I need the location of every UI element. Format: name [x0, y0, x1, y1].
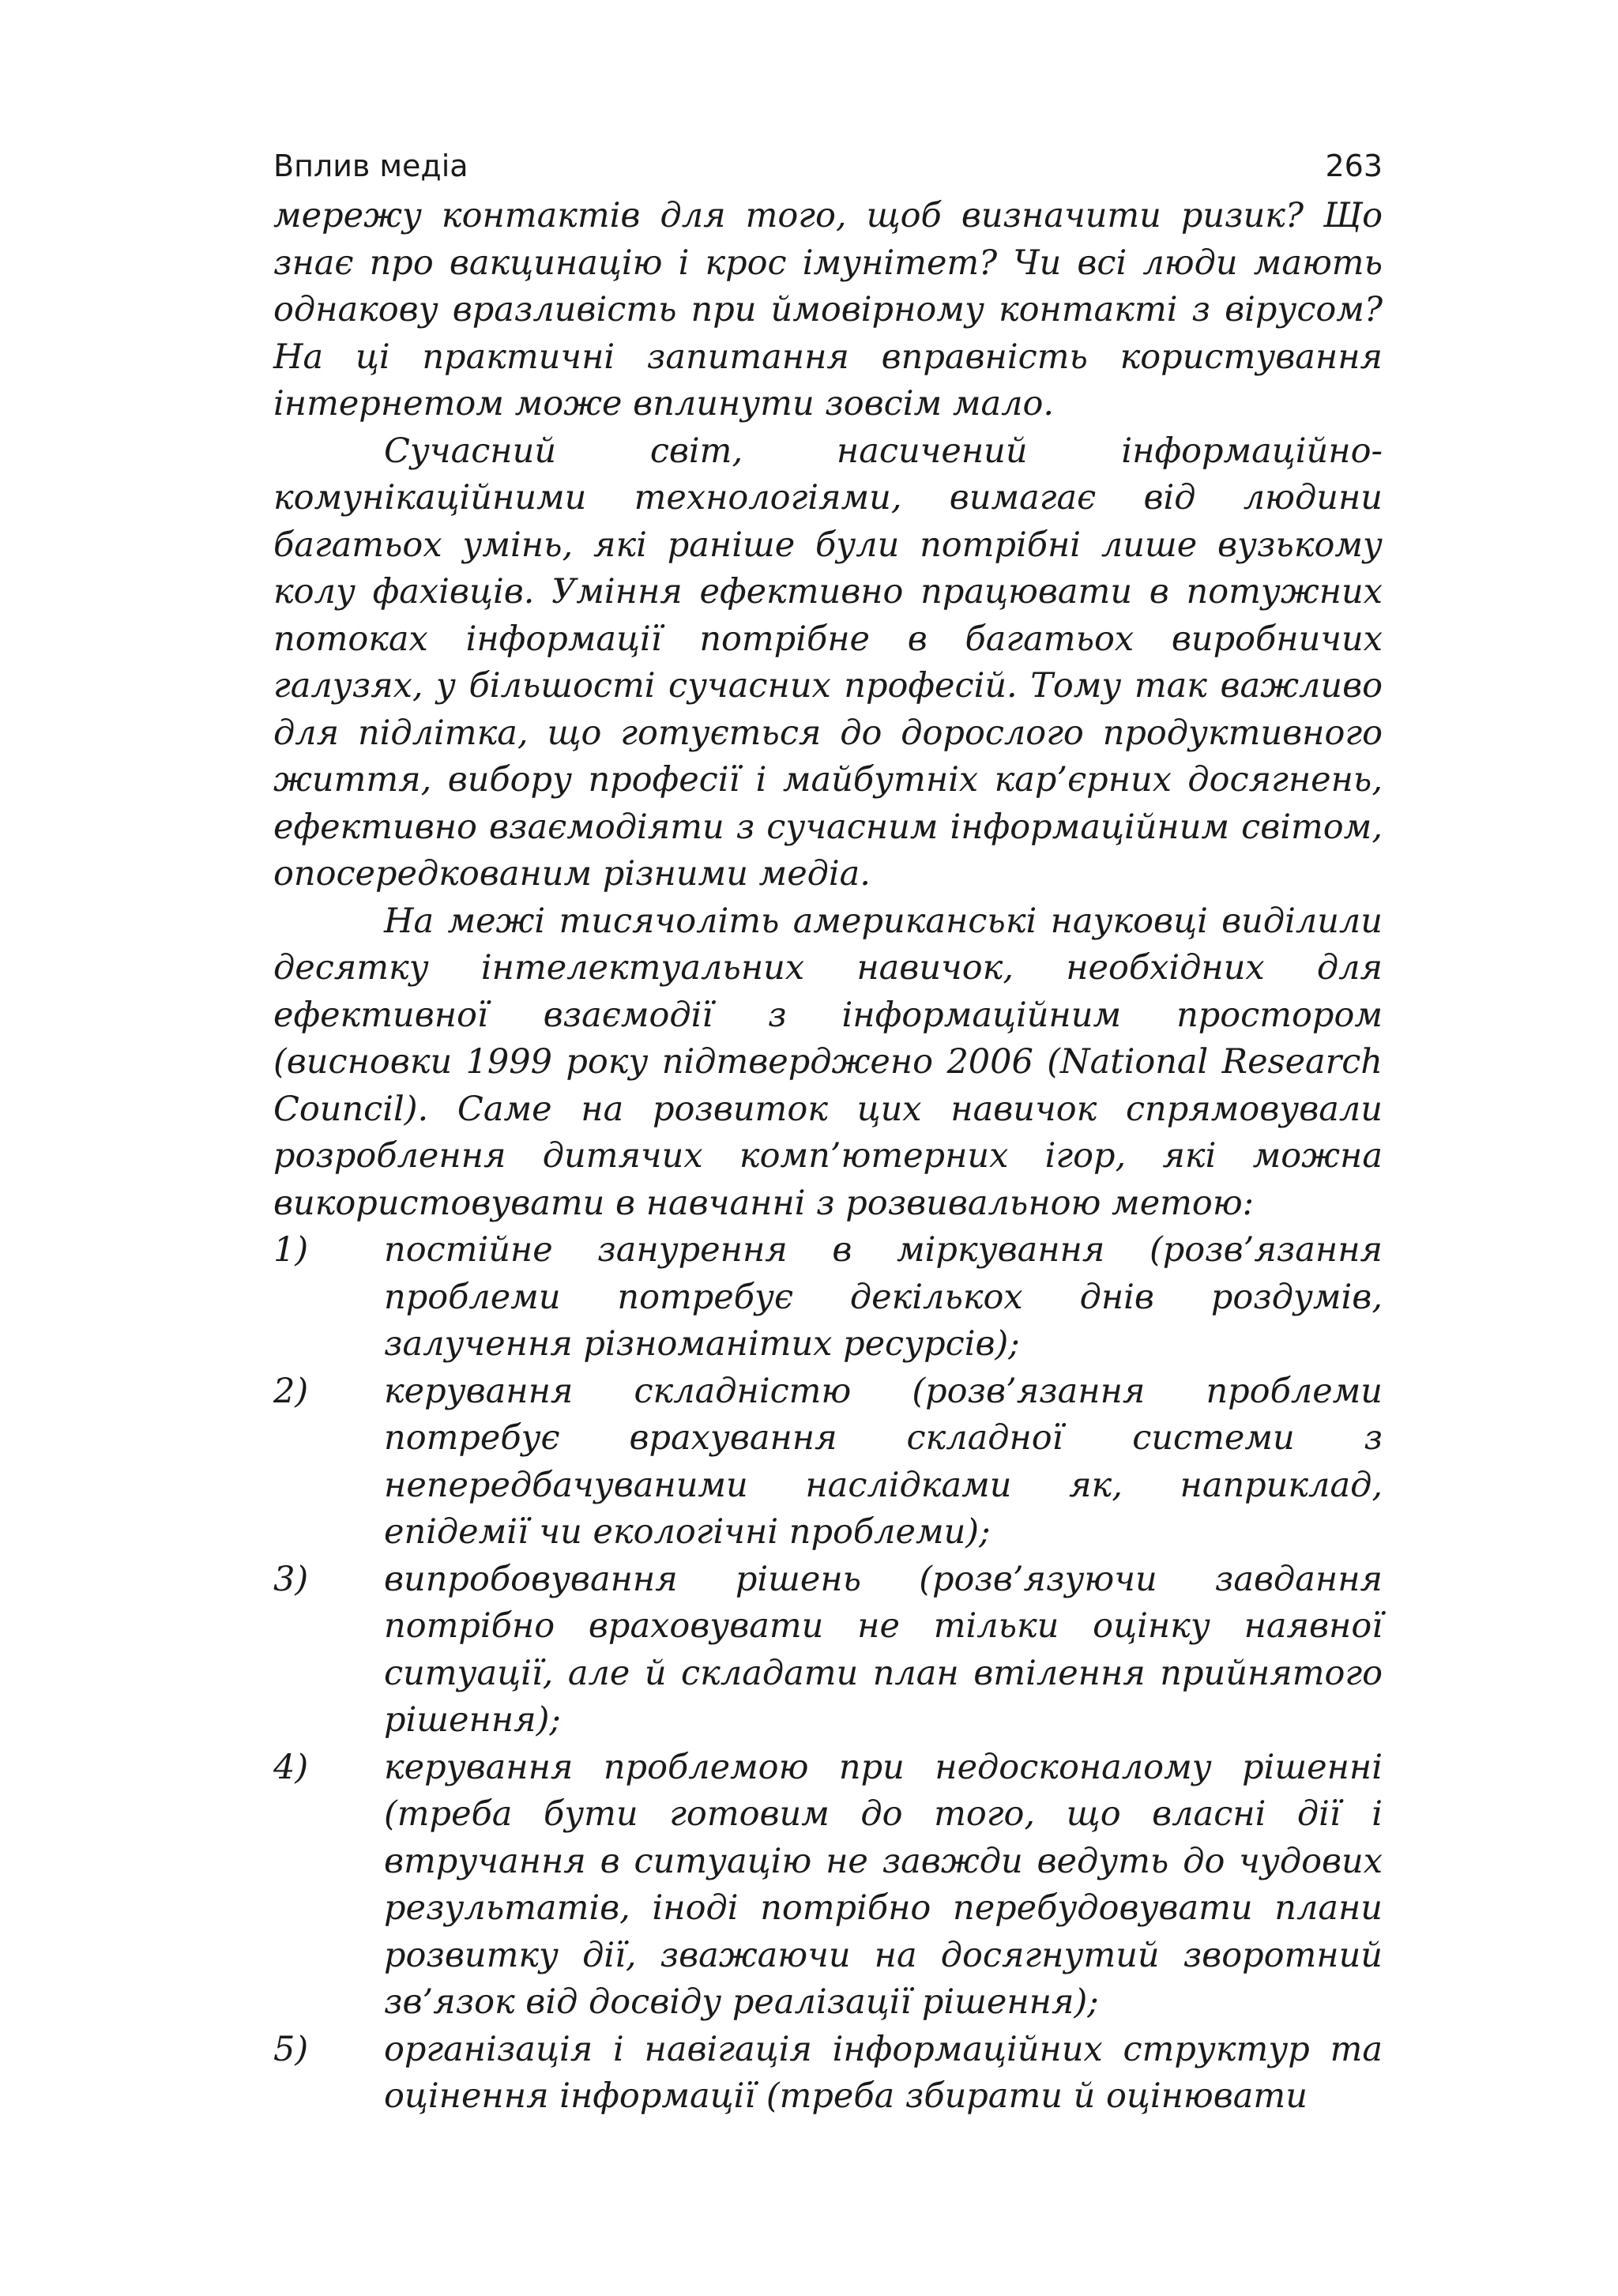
- list-item: [273, 1368, 1383, 1556]
- list-item-number: 4): [273, 1747, 309, 1787]
- book-page: [273, 142, 1383, 2121]
- list-item-number: 3): [273, 1559, 309, 1599]
- list-item: [273, 1745, 1383, 2027]
- list-item-text: організація і навігація інформаційних структур та оцінення інформації (треба збирати й оцінювати: [384, 2029, 1383, 2116]
- list-item-number: 2): [273, 1371, 309, 1411]
- list-item: [273, 1227, 1383, 1368]
- paragraph: На межі тисячоліть американські науковці виділили десятку інтелектуальних навичок, необхідних для ефективної взаємодії з інформаційним простором (висновки 1999 року підтверджено 2006 (National Research Council). Саме на розвиток цих навичок спрямовували розроблення дитячих комп’ютерних ігор, які можна використовувати в навчанні з розвивальною метою:: [273, 901, 1383, 1223]
- running-head: [273, 142, 1383, 190]
- list-item-number: 5): [273, 2029, 309, 2069]
- chapter-title: Вплив медіа: [273, 149, 468, 183]
- list-item-text: випробовування рішень (розв’язуючи завдання потрібно враховувати не тільки оцінку наявної ситуації, але й складати план втілення прийнятого рішення);: [384, 1559, 1383, 1740]
- list-item: [273, 1556, 1383, 1745]
- list-item-text: керування проблемою при недосконалому рішенні (треба бути готовим до того, що власні дії і втручання в ситуацію не завжди ведуть до чудових результатів, іноді потрібно перебудовувати плани розвитку дії, зважаючи на досягнутий зворотний зв’язок від досвіду реалізації рішення);: [384, 1747, 1383, 2022]
- page-number: 263: [1325, 149, 1383, 183]
- body-text: [273, 193, 1383, 2121]
- list-item-text: керування складністю (розв’язання проблеми потребує врахування складної системи з непередбачуваними наслідками як, наприклад, епідемії чи екологічні проблеми);: [384, 1371, 1383, 1552]
- list-item-text: постійне занурення в міркування (розв’язання проблеми потребує декількох днів роздумів, залучення різноманітих ресурсів);: [384, 1230, 1383, 1364]
- paragraph-continuation: мережу контактів для того, щоб визначити ризик? Що знає про вакцинацію і крос імунітет? Чи всі люди мають однакову вразливість при ймовірному контакті з вірусом? На ці практичні запитання вправність користування інтернетом може вплинути зовсім мало.: [273, 196, 1383, 423]
- list-item: [273, 2027, 1383, 2121]
- list-item-number: 1): [273, 1230, 309, 1270]
- skills-list: [273, 1227, 1383, 2121]
- paragraph: Сучасний світ, насичений інформаційно-комунікаційними технологіями, вимагає від людини багатьох умінь, які раніше були потрібні лише вузькому колу фахівців. Уміння ефективно працювати в потужних потоках інформації потрібне в багатьох виробничих галузях, у більшості сучасних професій. Тому так важливо для підлітка, що готується до дорослого продуктивного життя, вибору професії і майбутніх кар’єрних досягнень, ефективно взаємодіяти з сучасним інформаційним світом, опосередкованим різними медіа.: [273, 431, 1383, 894]
